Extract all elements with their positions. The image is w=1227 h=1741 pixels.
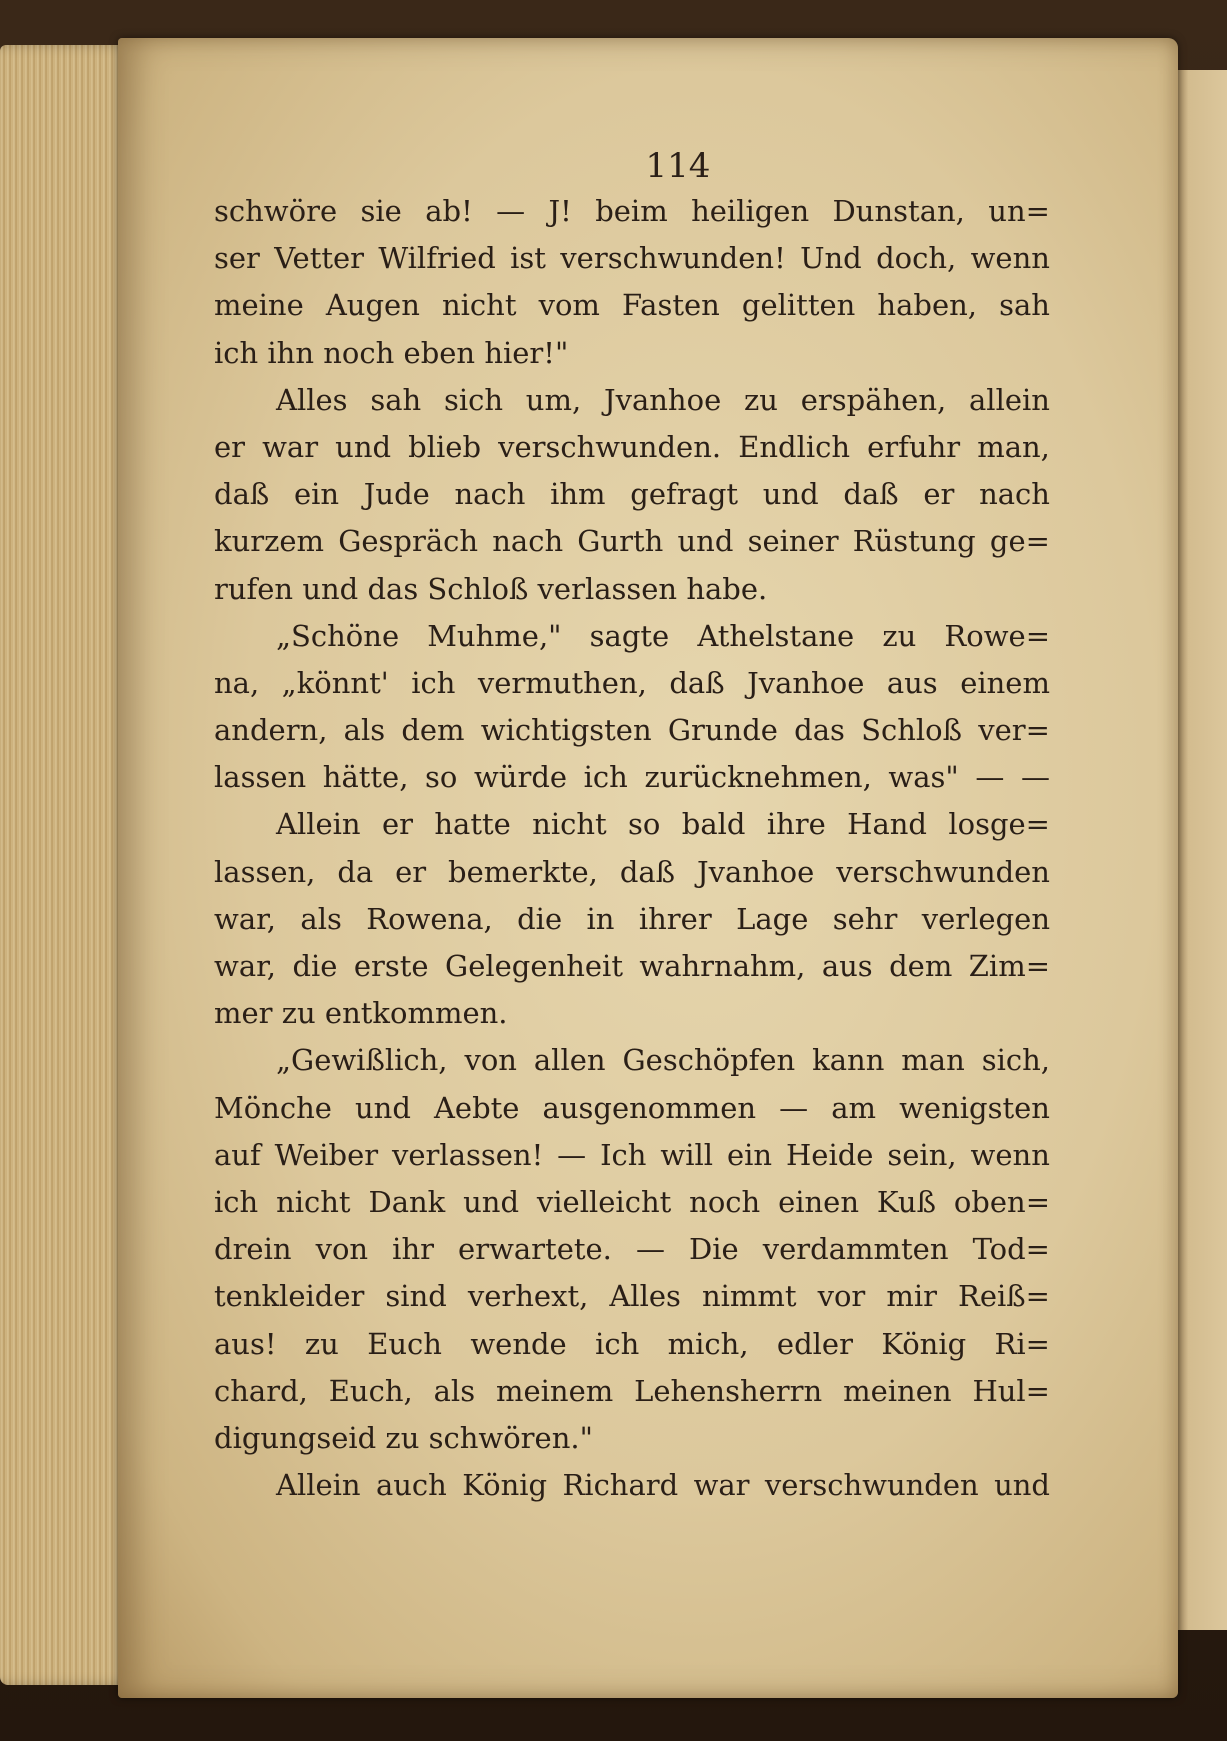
text-line: Allein er hatte nicht so bald ihre Hand losge= (276, 807, 1050, 842)
text-line: tenkleider sind verhext, Alles nimmt vor mir Reiß= (214, 1279, 1050, 1314)
text-line: Mönche und Aebte ausgenommen — am wenigsten (214, 1090, 1050, 1125)
body-text (214, 188, 1050, 1509)
text-line: mer zu entkommen. (214, 996, 508, 1031)
page-number: 114 (645, 146, 711, 186)
text-line: „Gewißlich, von allen Geschöpfen kann man sich, (276, 1043, 1050, 1078)
text-line: ich ihn noch eben hier!" (214, 335, 569, 370)
text-line: na, „könnt' ich vermuthen, daß Jvanhoe aus einem (214, 665, 1050, 700)
text-line: daß ein Jude nach ihm gefragt und daß er nach (214, 477, 1050, 512)
text-line: auf Weiber verlassen! — Ich will ein Heide sein, wenn (214, 1137, 1050, 1172)
text-line: „Schöne Muhme," sagte Athelstane zu Rowe= (276, 618, 1050, 653)
text-line: Allein auch König Richard war verschwunden und (276, 1468, 1050, 1503)
text-line: rufen und das Schloß verlassen habe. (214, 571, 768, 606)
text-line: digungseid zu schwören." (214, 1420, 593, 1455)
text-line: ser Vetter Wilfried ist verschwunden! Und doch, wenn (214, 241, 1050, 276)
text-line: er war und blieb verschwunden. Endlich erfuhr man, (214, 429, 1050, 464)
text-line: chard, Euch, als meinem Lehensherrn meinen Hul= (214, 1373, 1050, 1408)
text-line: meine Augen nicht vom Fasten gelitten haben, sah (214, 288, 1050, 323)
text-line: Alles sah sich um, Jvanhoe zu erspähen, allein (276, 382, 1050, 417)
text-line: lassen, da er bemerkte, daß Jvanhoe verschwunden (214, 854, 1050, 889)
text-line: schwöre sie ab! — J! beim heiligen Dunstan, un= (214, 194, 1050, 228)
text-line: war, die erste Gelegenheit wahrnahm, aus dem Zim= (214, 949, 1050, 983)
facing-page-edge (1172, 70, 1227, 1630)
text-line: kurzem Gespräch nach Gurth und seiner Rüstung ge= (214, 524, 1050, 559)
text-line: aus! zu Euch wende ich mich, edler König Ri= (214, 1326, 1050, 1361)
text-line: drein von ihr erwartete. — Die verdammten Tod= (214, 1232, 1050, 1267)
text-line: lassen hätte, so würde ich zurücknehmen, was" — — (214, 760, 1050, 795)
text-line: ich nicht Dank und vielleicht noch einen Kuß oben= (214, 1184, 1050, 1219)
text-line: war, als Rowena, die in ihrer Lage sehr verlegen (214, 901, 1050, 936)
text-line: andern, als dem wichtigsten Grunde das Schloß ver= (214, 713, 1050, 748)
book-page (118, 38, 1178, 1698)
